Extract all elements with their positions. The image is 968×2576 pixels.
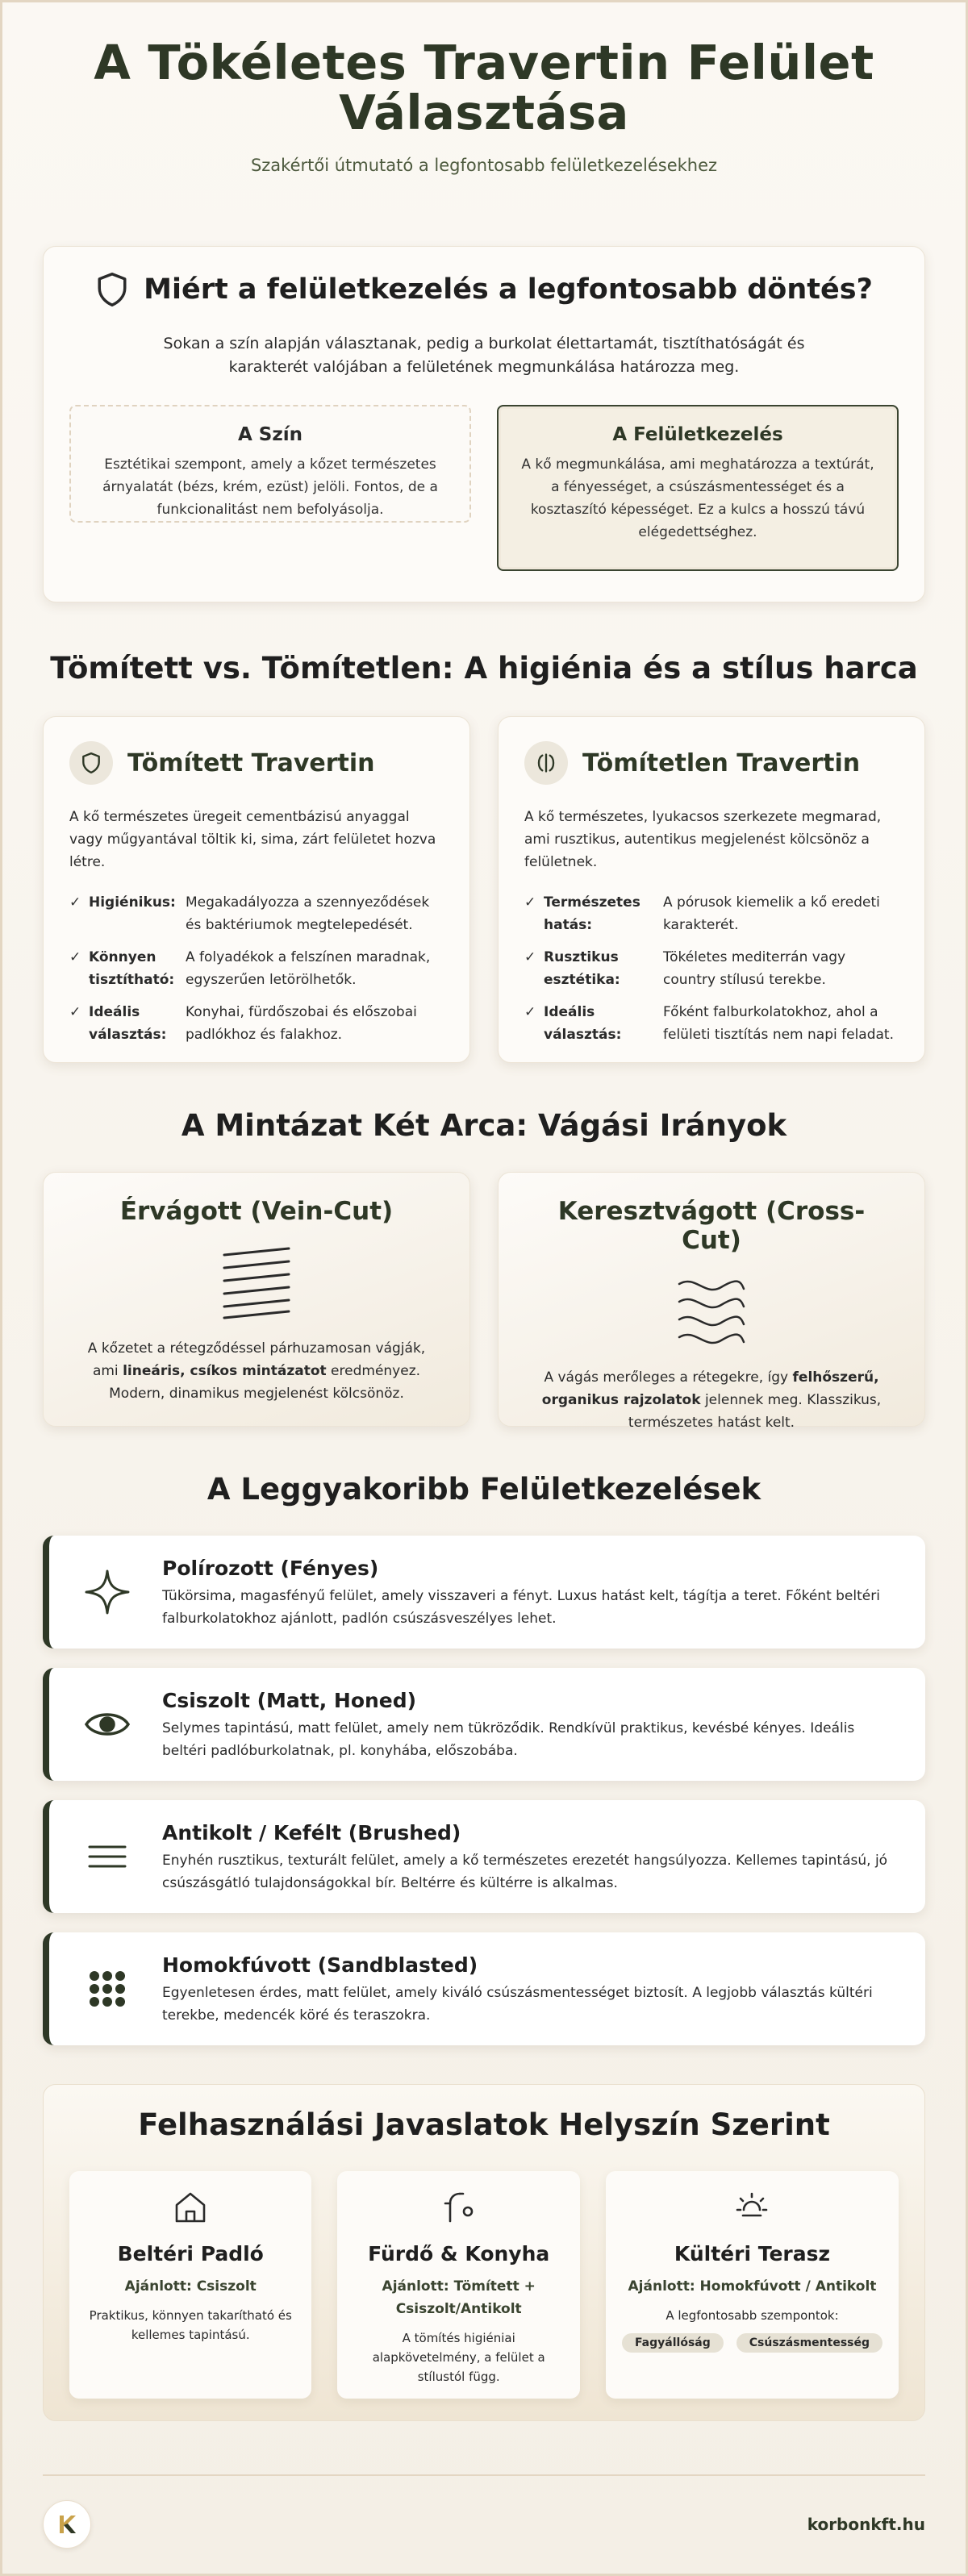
vein-cut-title: Érvágott (Vein-Cut) xyxy=(119,1197,394,1226)
cuts-title: A Mintázat Két Arca: Vágási Irányok xyxy=(181,1108,787,1143)
hero xyxy=(43,2,925,175)
finishes-list xyxy=(43,1536,925,2045)
filled-desc: A kő természetes üregeit cementbázisú anyaggal vagy műgyantával töltik ki, sima, zárt felületet hozva létre. xyxy=(69,809,436,870)
feature-key: Természetes hatás: xyxy=(544,894,640,933)
filled-icon-wrap xyxy=(69,741,113,785)
sealing-title: Tömített vs. Tömítetlen: A higiénia és a stílus harca xyxy=(50,651,918,686)
filled-title: Tömített Travertin xyxy=(127,748,375,777)
feature-key: Higiénikus: xyxy=(89,894,176,911)
usage-section xyxy=(43,2084,925,2421)
unfilled-icon-wrap xyxy=(524,741,568,785)
page-subtitle: Szakértői útmutató a legfontosabb felületkezelésekhez xyxy=(250,156,718,175)
finish-desc: Selymes tapintású, matt felület, amely nem tükröződik. Rendkívül praktikus, kevésbé kényes. Ideális beltéri padlóburkolatnak, pl. konyhába, előszobába. xyxy=(162,1720,855,1759)
check-icon: ✓ xyxy=(524,894,536,911)
finishes-section xyxy=(43,1472,925,2045)
usage-card-outdoor xyxy=(606,2171,899,2399)
finish-text-wrap xyxy=(136,1689,901,1762)
finishes-title: A Leggyakoribb Felületkezelések xyxy=(207,1472,761,1507)
vein-text-bold: lineáris, csíkos mintázatot xyxy=(123,1363,327,1379)
finish-box-title: A Felületkezelés xyxy=(612,424,783,445)
usage-card-desc: A tömítés higiéniai alapkövetelmény, a felület a stílustól függ. xyxy=(372,2331,545,2384)
filled-features xyxy=(69,891,444,1046)
feature-key: Rusztikus esztétika: xyxy=(544,949,620,988)
finish-desc: Tükörsima, magasfényű felület, amely visszaveri a fényt. Luxus hatást kelt, tágítja a teret. Főként beltéri falburkolatokhoz ajánlott, padlón csúszásveszélyes lehet. xyxy=(162,1588,880,1627)
page-title: A Tökéletes Travertin Felület Választása xyxy=(94,35,874,140)
unfilled-features xyxy=(524,891,899,1046)
tag-slip: Csúszásmentesség xyxy=(736,2333,882,2353)
why-section xyxy=(43,246,925,602)
cross-text-bold: felhőszerű, organikus rajzolatok xyxy=(541,1369,879,1408)
cross-text-2: jelennek meg. Klasszikus, természetes hatást kelt. xyxy=(628,1392,882,1431)
feature-key: Könnyen tisztítható: xyxy=(89,949,175,988)
feature-item xyxy=(69,891,444,936)
company-logo[interactable] xyxy=(43,2500,91,2549)
finish-text-wrap xyxy=(136,1557,901,1630)
unfilled-card xyxy=(498,716,925,1063)
unfilled-header xyxy=(524,741,899,785)
unfilled-title: Tömítetlen Travertin xyxy=(582,748,861,777)
footer-divider xyxy=(43,2474,925,2476)
usage-card-bath-kitchen xyxy=(337,2171,579,2399)
feature-value: Megakadályozza a szennyeződések és baktériumok megtelepedését. xyxy=(186,894,430,933)
usage-card-rec: Ajánlott: Tömített + Csiszolt/Antikolt xyxy=(382,2278,536,2317)
cross-cut-text xyxy=(531,1366,892,1434)
finish-icon-wrap xyxy=(78,1953,136,2013)
sparkle-icon xyxy=(83,1568,131,1616)
vein-cut-card xyxy=(43,1172,470,1427)
unfilled-desc: A kő természetes, lyukacsos szerkezete megmarad, ami rusztikus, autentikus megjelenést kölcsönöz a felületnek. xyxy=(524,809,882,870)
cuts-grid xyxy=(43,1172,925,1431)
straight-lines-icon xyxy=(218,1244,295,1321)
usage-card-desc: Praktikus, könnyen takarítható és kellemes tapintású. xyxy=(89,2308,292,2342)
usage-card-title: Kültéri Terasz xyxy=(674,2242,831,2265)
wavy-lines-icon xyxy=(673,1273,750,1350)
vein-cut-text xyxy=(76,1337,437,1405)
usage-card-rec: Ajánlott: Homokfúvott / Antikolt xyxy=(628,2278,877,2295)
why-heading xyxy=(69,271,899,308)
lines-icon xyxy=(83,1832,131,1881)
feature-value: Konyhai, fürdőszobai és előszobai padlókhoz és falakhoz. xyxy=(186,1004,417,1043)
finish-text-wrap xyxy=(136,1821,901,1894)
leaf-icon xyxy=(535,752,557,774)
sun-icon xyxy=(733,2189,770,2226)
cross-cut-card xyxy=(498,1172,925,1431)
finish-box xyxy=(497,405,899,571)
check-icon: ✓ xyxy=(69,949,81,965)
usage-tags xyxy=(622,2333,882,2353)
footer xyxy=(43,2500,925,2549)
finish-title: Polírozott (Fényes) xyxy=(162,1557,379,1580)
finish-title: Antikolt / Kefélt (Brushed) xyxy=(162,1821,461,1844)
faucet-icon xyxy=(440,2189,478,2226)
sealing-section xyxy=(43,651,925,1063)
finish-icon-wrap xyxy=(78,1557,136,1616)
sealing-grid xyxy=(43,716,925,1063)
usage-card-rec: Ajánlott: Csiszolt xyxy=(124,2278,257,2295)
feature-item xyxy=(69,1001,444,1046)
cross-text-1: A vágás merőleges a rétegekre, így xyxy=(544,1369,793,1386)
finish-title: Csiszolt (Matt, Honed) xyxy=(162,1689,417,1712)
finish-item-polished xyxy=(43,1536,925,1649)
usage-grid xyxy=(69,2171,899,2399)
finish-item-honed xyxy=(43,1668,925,1781)
dots-grid-icon xyxy=(83,1965,131,2013)
website-link[interactable]: korbonkft.hu xyxy=(807,2515,925,2534)
feature-value: Tökéletes mediterrán vagy country stílusú terekbe. xyxy=(663,949,846,988)
filled-card xyxy=(43,716,470,1063)
finish-box-text: A kő megmunkálása, ami meghatározza a textúrát, a fényességet, a csúszásmentességet és a kosztaszító képességet. Ez a kulcs a hosszú távú elégedettséghez. xyxy=(521,456,874,540)
finish-item-brushed xyxy=(43,1800,925,1913)
tag-frost: Fagyállóság xyxy=(622,2333,724,2353)
feature-item xyxy=(524,891,899,936)
finish-icon-wrap xyxy=(78,1821,136,1881)
feature-value: A pórusok kiemelik a kő eredeti karakterét. xyxy=(663,894,880,933)
usage-card-indoor xyxy=(69,2171,311,2399)
k-logo-icon xyxy=(55,2512,79,2536)
why-intro: Sokan a szín alapján választanak, pedig a burkolat élettartamát, tisztíthatóságát és karakterét valójában a felületének megmunkálása határozza meg. xyxy=(163,335,805,376)
home-icon xyxy=(172,2189,209,2226)
finish-title: Homokfúvott (Sandblasted) xyxy=(162,1953,478,1977)
feature-value: Főként falburkolatokhoz, ahol a felületi tisztítás nem napi feladat. xyxy=(663,1004,894,1043)
finish-item-sandblasted xyxy=(43,1932,925,2045)
finish-text-wrap xyxy=(136,1953,901,2027)
vein-text-1: A kőzetet a rétegződéssel párhuzamosan vágják, ami xyxy=(87,1340,426,1379)
color-box xyxy=(69,405,471,523)
vein-text-2: eredményez. Modern, dinamikus megjelenést kölcsönöz. xyxy=(109,1363,421,1402)
shield-icon xyxy=(80,752,102,774)
shield-icon xyxy=(95,271,129,308)
feature-item xyxy=(69,946,444,991)
color-box-text: Esztétikai szempont, amely a kőzet természetes árnyalatát (bézs, krém, ezüst) jelöli. Fontos, de a funkcionalitást nem befolyásolja. xyxy=(102,456,438,518)
check-icon: ✓ xyxy=(69,1004,81,1020)
finish-desc: Egyenletesen érdes, matt felület, amely kiváló csúszásmentességet biztosít. A legjobb választás kültéri terekbe, medencék köré és teraszokra. xyxy=(162,1985,873,2024)
why-title: Miért a felületkezelés a legfontosabb döntés? xyxy=(144,273,873,306)
feature-item xyxy=(524,946,899,991)
usage-title: Felhasználási Javaslatok Helyszín Szerint xyxy=(138,2107,830,2142)
finish-desc: Enyhén rusztikus, texturált felület, amely a kő természetes erezetét hangsúlyozza. Kellemes tapintású, jó csúszásgátló tulajdonságokkal bír. Beltérre és kültérre is alkalmas. xyxy=(162,1853,888,1891)
eye-icon xyxy=(83,1700,131,1749)
finish-icon-wrap xyxy=(78,1689,136,1749)
filled-header xyxy=(69,741,444,785)
color-box-title: A Szín xyxy=(237,424,303,445)
check-icon: ✓ xyxy=(524,1004,536,1020)
feature-item xyxy=(524,1001,899,1046)
usage-card-desc: A legfontosabb szempontok: xyxy=(666,2308,839,2323)
usage-card-title: Fürdő & Konyha xyxy=(368,2242,550,2265)
feature-key: Ideális választás: xyxy=(89,1004,167,1043)
check-icon: ✓ xyxy=(524,949,536,965)
feature-key: Ideális választás: xyxy=(544,1004,622,1043)
why-compare xyxy=(69,405,899,571)
cross-cut-title: Keresztvágott (Cross-Cut) xyxy=(557,1197,866,1255)
cuts-section xyxy=(43,1108,925,1431)
usage-card-title: Beltéri Padló xyxy=(117,2242,264,2265)
feature-value: A folyadékok a felszínen maradnak, egyszerűen letörölhetők. xyxy=(186,949,431,988)
check-icon: ✓ xyxy=(69,894,81,911)
